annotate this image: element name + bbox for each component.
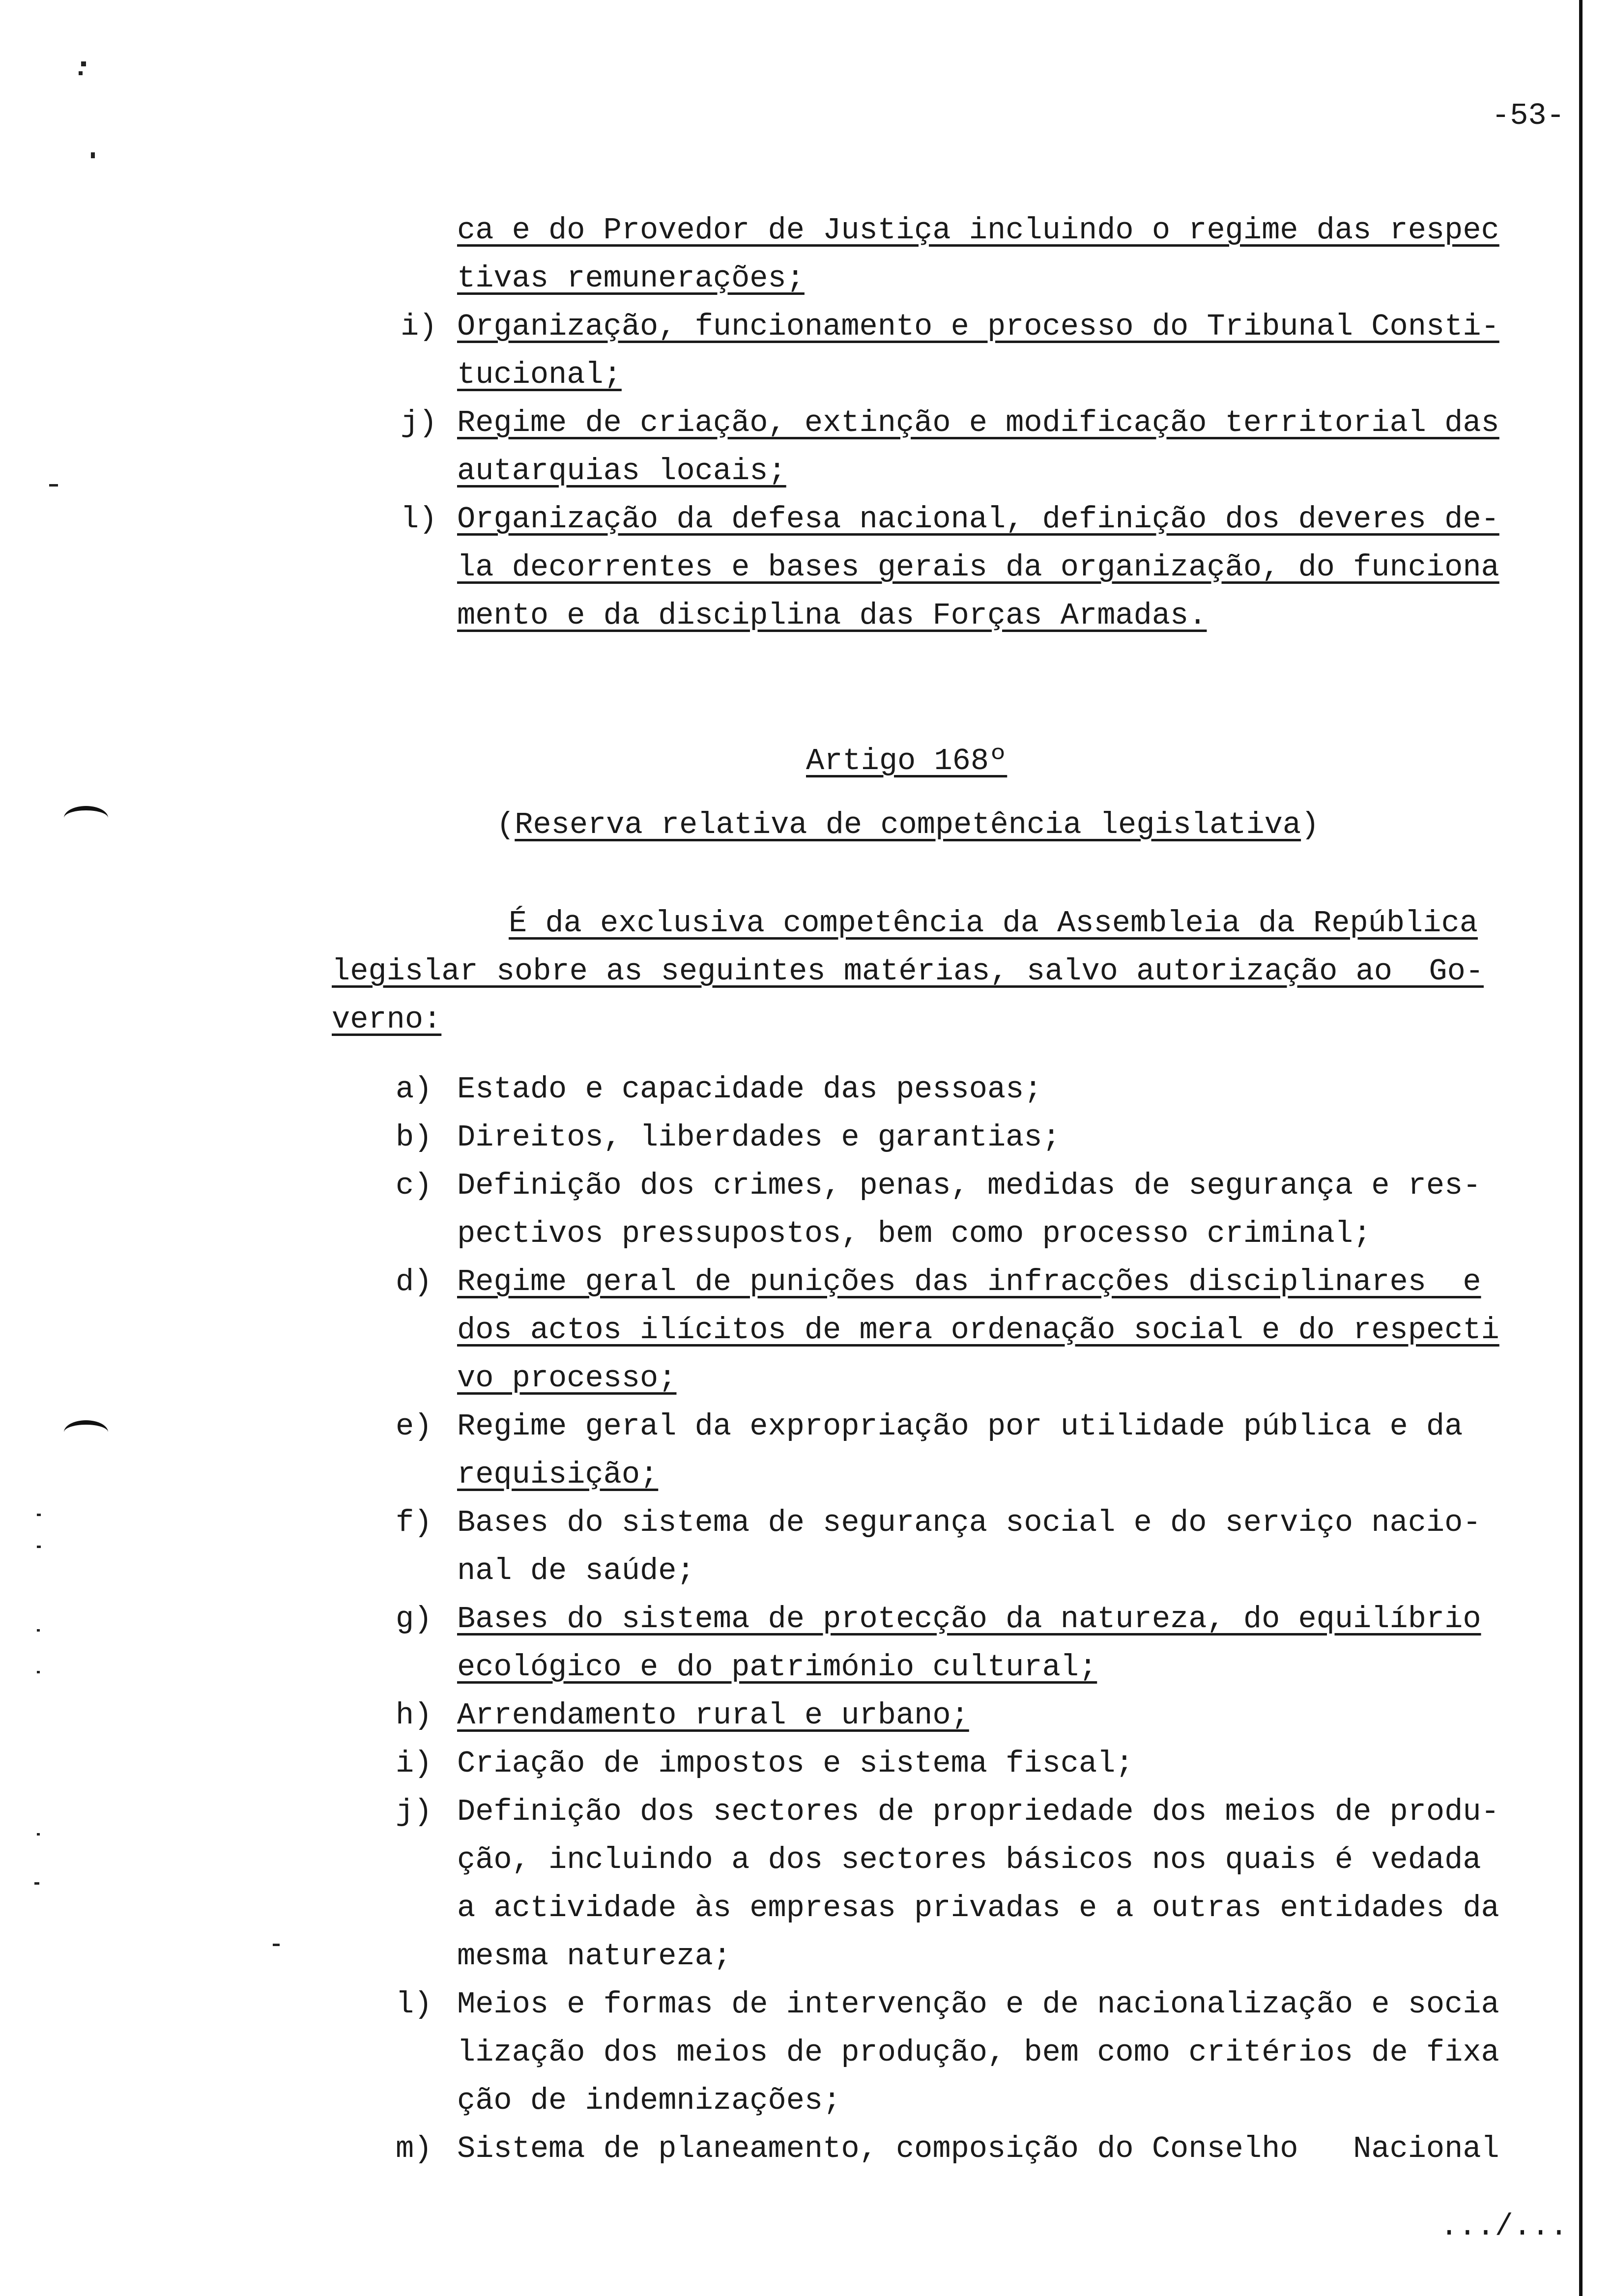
- item-label: g): [396, 1602, 432, 1636]
- scan-mark: [81, 61, 86, 66]
- intro-line: verno:: [332, 1002, 442, 1037]
- scan-mark: [91, 152, 95, 158]
- item-line: dos actos ilícitos de mera ordenação social e do respecti: [457, 1313, 1499, 1348]
- item-label: i): [396, 1746, 432, 1781]
- item-line: Bases do sistema de segurança social e do serviço nacio-: [457, 1505, 1481, 1540]
- item-label: b): [396, 1120, 432, 1155]
- item-line: Definição dos crimes, penas, medidas de segurança e res-: [457, 1168, 1481, 1203]
- item-label: f): [396, 1505, 432, 1540]
- item-line: mesma natureza;: [457, 1939, 732, 1974]
- item-line: requisição;: [457, 1457, 659, 1492]
- item-label: d): [396, 1264, 432, 1299]
- intro-line: legislar sobre as seguintes matérias, salvo autorização ao Go-: [332, 954, 1484, 989]
- page-edge-rule: [1579, 0, 1583, 2296]
- item-line: Regime geral da expropriação por utilidade pública e da: [457, 1409, 1463, 1444]
- scan-mark: [34, 1882, 39, 1885]
- item-line: Sistema de planeamento, composição do Conselho Nacional: [457, 2131, 1499, 2166]
- item-line: vo processo;: [457, 1361, 677, 1396]
- item-line: Criação de impostos e sistema fiscal;: [457, 1746, 1134, 1781]
- item-line: Definição dos sectores de propriedade dos meios de produ-: [457, 1794, 1499, 1829]
- item-line: Regime geral de punições das infracções disciplinares e: [457, 1264, 1481, 1299]
- item-label: m): [396, 2131, 432, 2166]
- item-line: Meios e formas de intervenção e de nacionalização e socia: [457, 1987, 1499, 2022]
- scan-mark-arc: [64, 1420, 108, 1444]
- continued-line: Organização, funcionamento e processo do Tribunal Consti-: [457, 309, 1499, 344]
- item-label: j): [396, 1794, 432, 1829]
- intro-line: É da exclusiva competência da Assembleia da República: [509, 906, 1478, 941]
- scan-mark: [37, 1546, 41, 1548]
- continued-line: autarquias locais;: [457, 454, 786, 488]
- continuation-mark: .../...: [1440, 2209, 1568, 2244]
- article-subtitle-text: Reserva relativa de competência legislativa: [515, 807, 1301, 842]
- scan-mark: [37, 1833, 40, 1836]
- page-number: -53-: [1492, 98, 1565, 133]
- item-label: a): [396, 1072, 432, 1107]
- item-line: lização dos meios de produção, bem como critérios de fixa: [457, 2035, 1499, 2070]
- item-line: nal de saúde;: [457, 1553, 695, 1588]
- item-line: Bases do sistema de protecção da natureza, do equilíbrio: [457, 1602, 1481, 1636]
- item-line: Estado e capacidade das pessoas;: [457, 1072, 1042, 1107]
- item-line: a actividade às empresas privadas e a outras entidades da: [457, 1891, 1499, 1925]
- continued-line: tivas remunerações;: [457, 261, 805, 296]
- item-label: l): [401, 502, 437, 537]
- scan-mark: [37, 1671, 40, 1673]
- continued-line: la decorrentes e bases gerais da organização, do funciona: [457, 550, 1499, 585]
- item-line: pectivos pressupostos, bem como processo criminal;: [457, 1216, 1372, 1251]
- article-subtitle: (Reserva relativa de competência legislativa): [496, 807, 1320, 842]
- scan-mark: [273, 1944, 280, 1946]
- continued-line: Regime de criação, extinção e modificação territorial das: [457, 405, 1499, 440]
- continued-line: ca e do Provedor de Justiça incluindo o regime das respec: [457, 213, 1499, 248]
- item-line: ção de indemnizações;: [457, 2083, 841, 2118]
- article-title: Artigo 168º: [806, 744, 1008, 778]
- continued-line: Organização da defesa nacional, definição dos deveres de-: [457, 502, 1499, 537]
- item-line: Direitos, liberdades e garantias;: [457, 1120, 1061, 1155]
- continued-line: mento e da disciplina das Forças Armadas.: [457, 598, 1207, 633]
- continued-line: tucional;: [457, 357, 622, 392]
- scan-mark: [37, 1514, 41, 1516]
- item-label: h): [396, 1698, 432, 1733]
- item-label: l): [396, 1987, 432, 2022]
- item-line: ecológico e do património cultural;: [457, 1650, 1097, 1685]
- item-label: c): [396, 1168, 432, 1203]
- scan-mark-arc: [64, 806, 108, 830]
- item-label: e): [396, 1409, 432, 1444]
- scan-mark: [37, 1629, 40, 1632]
- item-label: j): [401, 405, 437, 440]
- scan-mark: [79, 71, 83, 75]
- item-line: ção, incluindo a dos sectores básicos nos quais é vedada: [457, 1842, 1481, 1877]
- scan-mark: [49, 484, 58, 487]
- item-label: i): [401, 309, 437, 344]
- item-line: Arrendamento rural e urbano;: [457, 1698, 969, 1733]
